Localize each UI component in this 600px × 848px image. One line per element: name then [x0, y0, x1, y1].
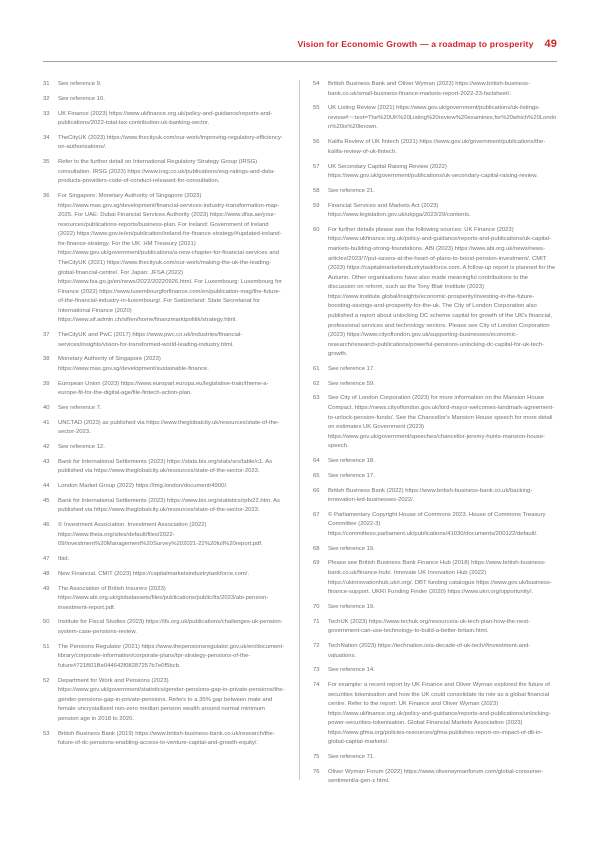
reference-text: British Business Bank and Oliver Wyman (2023) https://www.british-business-bank.co.uk/small-business-finance-markets-report-2022-23-factsheet/.: [328, 81, 530, 97]
reference-entry: [313, 768, 557, 787]
reference-number: 54: [313, 81, 320, 87]
reference-entry: [43, 192, 287, 326]
reference-entry: [43, 110, 287, 129]
reference-text: British Business Bank (2019) https://www.british-business-bank.co.uk/research/the-future-of-dc-pensions-enabling-access-to-venture-capital-and-growth-equity/.: [58, 730, 275, 747]
reference-text: Ibid.: [58, 556, 70, 563]
reference-number: 42: [43, 444, 50, 451]
reference-entry: [43, 570, 287, 580]
reference-text: For example: a recent report by UK Finance and Oliver Wyman explored the future of securities tokenisation and how the UK could consolidate its role as a global financial centre. Refer to the report: UK Finance and Oliver Wyman (2023) https://www.ukfinance.org.uk/policy-and-guidance/reports-and-publications/unlocking-power-securities-tokenisation. Global Financial Markets Association (2023) https://www.gfma.org/policies-resources/gfma-publishes-report-on-impact-of-dlt-in-global-capital-markets/.: [328, 682, 551, 746]
reference-entry: [313, 365, 557, 375]
reference-entry: [313, 666, 557, 676]
reference-number: 62: [313, 380, 320, 387]
reference-entry: [43, 458, 287, 477]
reference-text: European Union (2023) https://www.europarl.europa.eu/legislative-train/theme-a-europe-fit-for-the-digital-age/file-fintech-action-plan.: [58, 380, 269, 397]
reference-number: 75: [313, 754, 320, 761]
reference-number: 34: [43, 134, 50, 141]
reference-entry: [43, 521, 287, 550]
reference-text: See reference 9.: [58, 81, 102, 87]
reference-text: London Market Group (2022) https://lmg.london/document/4900/.: [58, 483, 228, 490]
reference-text: See reference 17.: [328, 472, 375, 479]
reference-number: 43: [43, 458, 50, 465]
reference-text: UK Finance (2023) https://www.ukfinance.org.uk/policy-and-guidance/reports-and-publications/2022-total-tax-contribution-uk-banking-sector.: [58, 110, 273, 127]
reference-number: 66: [313, 487, 320, 494]
reference-entry: [43, 158, 287, 187]
reference-entry: [313, 545, 557, 555]
reference-number: 69: [313, 560, 320, 567]
reference-entry: [313, 138, 557, 157]
reference-number: 37: [43, 332, 50, 339]
reference-text: © Parliamentary Copyright House of Commons 2023. House of Commons Treasury Committee (2022-3) https://committees.parliament.uk/publications/41030/documents/200122/default/.: [328, 511, 546, 537]
reference-text: Bank for International Settlements (2023) https://stats.bis.org/statx/srs/table/c1. As published via https://www.theglobalcity.uk/resources/state-of-the-sector-2023.: [58, 458, 273, 475]
reference-number: 60: [313, 226, 320, 233]
reference-number: 44: [43, 483, 50, 490]
reference-entry: [43, 618, 287, 637]
reference-entry: [313, 380, 557, 390]
reference-entry: [313, 457, 557, 467]
reference-entry: [313, 681, 557, 748]
reference-entry: [313, 104, 557, 133]
reference-number: 74: [313, 682, 320, 688]
reference-entry: [313, 226, 557, 360]
reference-number: 61: [313, 365, 320, 372]
reference-entry: [43, 134, 287, 153]
reference-number: 55: [313, 105, 320, 112]
reference-number: 70: [313, 603, 320, 610]
reference-text: See reference 14.: [328, 667, 375, 674]
reference-number: 49: [43, 585, 50, 592]
reference-entry: [313, 642, 557, 661]
reference-entry: [43, 585, 287, 614]
reference-number: 64: [313, 458, 320, 464]
reference-text: TheCityUK (2023) https://www.thecityuk.com/our-work/improving-regulatory-efficiency-on-authorisations/.: [58, 134, 283, 151]
reference-entry: [313, 753, 557, 763]
reference-number: 52: [43, 677, 50, 684]
reference-number: 32: [43, 95, 50, 102]
reference-number: 59: [313, 202, 320, 209]
reference-text: See reference 19.: [328, 545, 375, 552]
reference-text: Bank for International Settlements (2023) https://www.bis.org/statistics/rpfx22.htm. As published via https://www.theglobalcity.uk/resources/state-of-the-sector-2023.: [58, 497, 280, 514]
reference-number: 38: [43, 356, 50, 363]
header-divider-rule: [43, 61, 557, 62]
reference-text: See reference 18.: [328, 458, 375, 464]
reference-number: 36: [43, 193, 50, 199]
reference-entry: [43, 331, 287, 350]
reference-entry: [43, 404, 287, 414]
reference-text: See reference 59.: [328, 380, 375, 387]
reference-text: © Investment Association. Investment Association (2022) https://www.theia.org/sites/default/files/2022-09/Investment%20Management%20Survey%202021-22%20full%20report.pdf.: [58, 522, 263, 548]
reference-number: 39: [43, 380, 50, 387]
reference-text: Please see British Business Bank Finance Hub (2018) https://www.british-business-bank.co.uk/finance-hub/. Innovate UK Innovation Hub (2022) https://ukinnovationhub.ukri.org/. DBT funding catalogue https://www.gov.uk/business-finance-support. UKRI Funding Finder (2020) https://www.ukri.org/opportunity/.: [328, 560, 552, 596]
reference-text: TheCityUK and PwC (2017) https://www.pwc.co.uk/industries/financial-services/insights/vision-for-transformed-world-leading-industry.html.: [58, 332, 243, 348]
reference-entry: [43, 80, 287, 90]
reference-entry: [313, 559, 557, 597]
reference-number: 67: [313, 511, 320, 518]
reference-number: 35: [43, 159, 50, 166]
references-column-right: [300, 80, 557, 808]
reference-entry: [313, 163, 557, 182]
reference-entry: [313, 472, 557, 482]
reference-number: 58: [313, 187, 320, 194]
reference-number: 65: [313, 472, 320, 479]
reference-text: Institute for Fiscal Studies (2023) https://ifs.org.uk/publications/challenges-uk-pension-system-case-pensions-review.: [58, 619, 283, 635]
reference-entry: [313, 394, 557, 451]
reference-entry: [43, 380, 287, 399]
reference-number: 72: [313, 642, 320, 649]
reference-text: Kalifa Review of UK fintech (2021) https://www.gov.uk/government/publications/the-kalifa-review-of-uk-fintech.: [328, 139, 546, 155]
reference-entry: [43, 419, 287, 438]
page-header: [43, 38, 557, 50]
reference-text: Department for Work and Pensions (2023) https://www.gov.uk/government/statistics/gender-pensions-gap-in-private-pensions/the-gender-pensions-gap-in-private-pensions. Refers to a 35% gap between male and female uncrystallised non-zero median pension wealth around normal minimum pension age in 2018 to 2020.: [58, 677, 285, 722]
reference-number: 45: [43, 497, 50, 504]
reference-text: UK Listing Review (2021) https://www.gov.uk/government/publications/uk-listings-review#:~:text=The%20UK%20Listing%20review%20examines,for%20which%20London%20is%20known.: [328, 105, 557, 131]
reference-text: New Financial. CMIT (2023) https://capitalmarketsindustrytaskforce.com/.: [58, 570, 250, 577]
reference-text: Monetary Authority of Singapore (2023) https://www.mas.gov.sg/development/sustainable-finance.: [58, 356, 209, 372]
reference-text: The Pensions Regulator (2021) https://www.thepensionsregulator.gov.uk/en/document-library/corporate-information/corporate-plans/tpr-strategy-pensions-of-the-future#721B01Be044642f08287257b7e0f5bcb.: [58, 643, 285, 669]
reference-number: 51: [43, 643, 50, 650]
reference-entry: [313, 487, 557, 506]
reference-number: 57: [313, 163, 320, 170]
reference-number: 50: [43, 619, 50, 626]
reference-entry: [43, 555, 287, 565]
reference-text: UNCTAD (2023) as published via https://www.theglobalcity.uk/resources/state-of-the-sector-2023.: [58, 419, 280, 436]
reference-text: The Association of British Insurers (2023) https://www.abi.org.uk/globalassets/files/publications/public/lts/2023/abi-pension-investment-report.pdf.: [58, 585, 269, 611]
reference-text: Refer to the further detail on International Regulatory Strategy Group (IRSG) consultation. IRSG (2023) https://www.irsg.co.uk/publications/esg-ratings-and-data-products-providers-code-of-conduct-released-for-consultation.: [58, 159, 276, 185]
reference-number: 33: [43, 110, 50, 117]
reference-text: See reference 12.: [58, 444, 105, 451]
reference-entry: [43, 730, 287, 749]
reference-text: TechNation (2023) https://technation.io/a-decade-of-uk-tech/#investment-and-valuations.: [328, 642, 531, 659]
reference-text: See reference 21.: [328, 187, 375, 194]
reference-number: 68: [313, 545, 320, 552]
reference-entry: [313, 80, 557, 99]
reference-text: British Business Bank (2022) https://www.british-business-bank.co.uk/backing-innovation-led-businesses-2022/.: [328, 487, 533, 504]
reference-number: 76: [313, 768, 320, 775]
reference-entry: [313, 187, 557, 197]
reference-number: 73: [313, 667, 320, 674]
reference-text: See reference 71.: [328, 754, 375, 761]
reference-number: 48: [43, 570, 50, 577]
reference-entry: [43, 443, 287, 453]
reference-text: Financial Services and Markets Act (2023) https://www.legislation.gov.uk/ukpga/2023/29/contents.: [328, 202, 471, 219]
page-header-title: Vision for Economic Growth — a roadmap to prosperity: [297, 39, 534, 49]
reference-entry: [43, 95, 287, 105]
reference-number: 41: [43, 419, 50, 426]
reference-entry: [43, 643, 287, 672]
reference-text: TechUK (2023) https://www.techuk.org/resource/a-uk-tech-plan-how-the-next-government-can-use-technology-to-build-a-better-britain.html.: [328, 618, 531, 635]
reference-entry: [313, 511, 557, 540]
references-columns: [43, 80, 557, 808]
reference-text: See reference 7.: [58, 405, 102, 411]
page-number: 49: [544, 38, 557, 50]
reference-text: For Singapore: Monetary Authority of Singapore (2023) https://www.mas.gov.sg/development/financial-services-industry-transformation-map-2025. For UAE: Dubai Financial Services Authority (2023) https://www.dfsa.ae/your-resources/publications-reports/business-plan. For Ireland: Government of Ireland (2022) https://www.gov.ie/en/publication/ireland-for-finance-strategy/#updated-ireland-for-finance-strategy. For the UK: HM Treasury (2021) https://www.gov.uk/government/publications/a-new-chapter-for-financial-services and TheCityUK (2021) https://www.thecityuk.com/our-work/making-the-uk-the-leading-global-financial-centre/. For Japan: JFSA (2022) https://www.fsa.go.jp/en/news/2022/20220926.html. For Luxembourg: Luxembourg for Finance (2022) https://www.luxembourgforfinance.com/en/publication-mag/the-future-of-the-financial-industry-in-luxembourg/. For Switzerland: State Secretariat for International Finance (2020) https://www.sif.admin.ch/sif/en/home/finanzmarktpolitik/strategy.html.: [58, 193, 282, 324]
reference-number: 40: [43, 405, 50, 411]
reference-text: See reference 10.: [58, 95, 105, 102]
reference-entry: [43, 355, 287, 374]
reference-text: For further details please see the following sources: UK Finance (2023) https://www.ukfinance.org.uk/policy-and-guidance/reports-and-publications/uk-capital-markets-building-strong-foundations. ABI (2023) https://www.abi.org.uk/news/news-articles/2023/7/put-savers-at-the-heart-of-plans-to-boost-pension-investment/. CMIT (2023) https://capitalmarketsindustrytaskforce.com. A follow-up report is planned for the Autumn. Other organisations have also made meaningful contributions to the discussion on reform, such as the Tony Blair Institute (2023) https://www.institute.global/insights/economic-prosperity/investing-in-the-future-boosting-savings-and-prosperity-for-the-uk. The City of London Corporation also published a report about unlocking DC scheme capital for growth of the UK's financial, professional services and technology sectors. Please see City of London Corporation (2023) https://www.cityoflondon.gov.uk/supporting-businesses/economic-research/research-publications/powerful-pensions-unlocking-dc-capital-for-uk-tech-growth.: [328, 226, 556, 358]
reference-number: 53: [43, 730, 50, 737]
reference-text: See reference 19.: [328, 603, 375, 610]
reference-number: 71: [313, 618, 320, 625]
reference-text: See reference 17.: [328, 365, 375, 372]
reference-number: 46: [43, 522, 50, 529]
reference-entry: [313, 618, 557, 637]
reference-number: 56: [313, 139, 320, 146]
reference-entry: [43, 497, 287, 516]
reference-text: UK Secondary Capital Raising Review (2022) https://www.gov.uk/government/publications/uk-secondary-capital-raising-review.: [328, 163, 538, 180]
reference-entry: [43, 677, 287, 725]
reference-entry: [313, 202, 557, 221]
reference-text: See City of London Corporation (2023) for more information on the Mansion House Compact. https://news.cityoflondon.gov.uk/lord-mayor-welcomes-landmark-agreement-to-unlock-pension-funds/. See the Chancellor's Mansion House speech for more detail on estimates UK Government (2023) https://www.gov.uk/government/speeches/chancellor-jeremy-hunts-mansion-house-speech.: [328, 395, 555, 450]
reference-number: 63: [313, 395, 320, 402]
reference-entry: [43, 482, 287, 492]
reference-text: Oliver Wyman Forum (2022) https://www.oliverwymanforum.com/global-consumer-sentiment/a-gen-z.html.: [328, 768, 544, 785]
reference-number: 31: [43, 81, 50, 87]
references-column-left: [43, 80, 299, 808]
reference-entry: [313, 603, 557, 613]
reference-number: 47: [43, 556, 50, 563]
